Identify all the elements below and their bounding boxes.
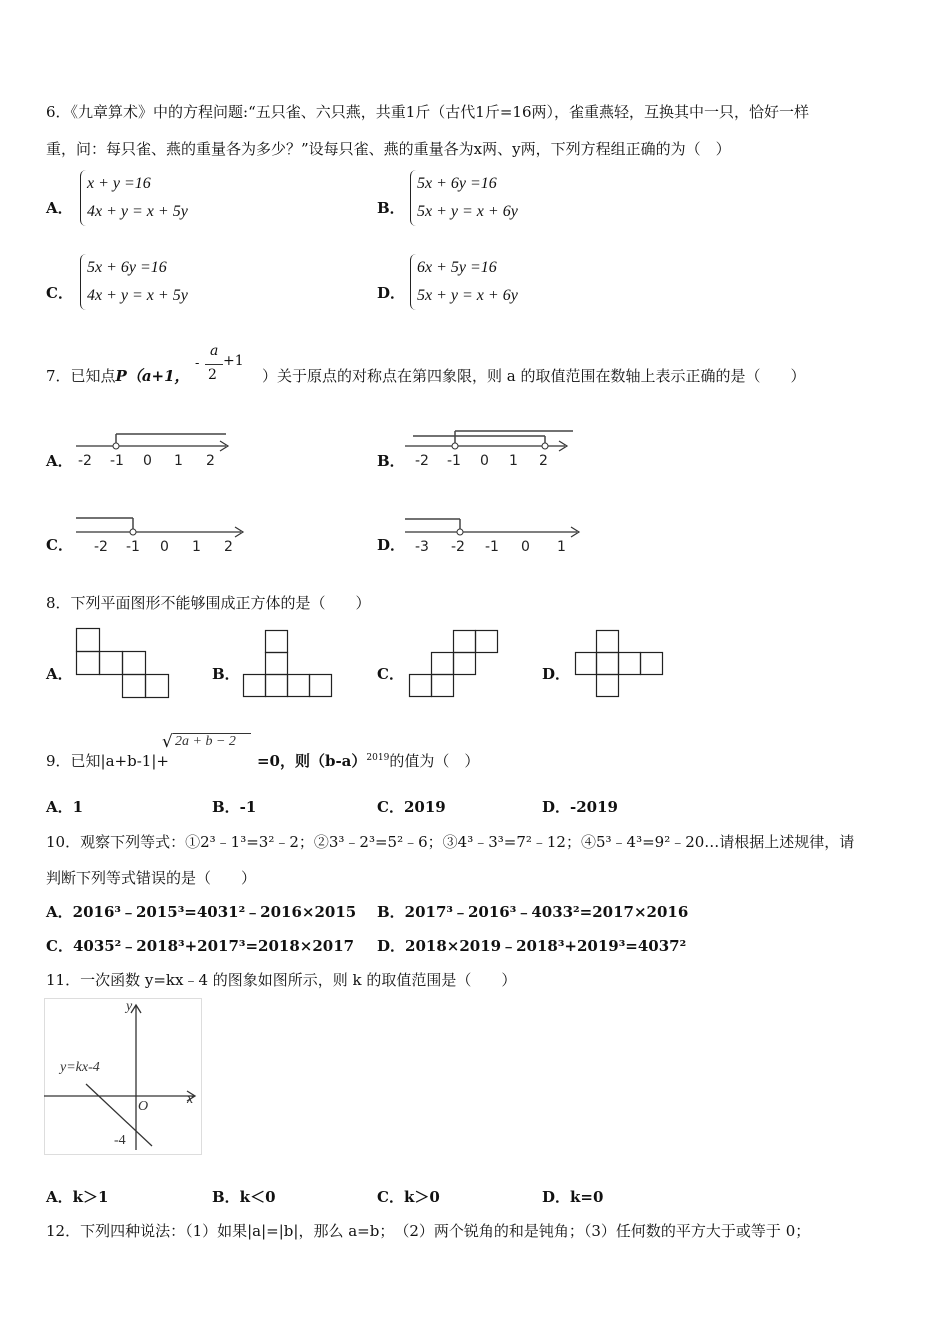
- tick-label: -3: [415, 539, 429, 555]
- q12-stem: 12．下列四种说法：（1）如果|a|=|b|，那么 a=b； （2）两个锐角的和是钝角；（3）任何数的平方大于或等于 0；: [46, 1222, 811, 1240]
- q8-stem: 8．下列平面图形不能够围成正方体的是（ ）: [46, 594, 371, 612]
- y-axis-label: y: [126, 999, 133, 1014]
- tick-label: 0: [480, 453, 489, 469]
- q6-option-c-system: [80, 254, 188, 310]
- q11-stem: 11．一次函数 y=kx﹣4 的图象如图所示，则 k 的取值范围是（ ）: [46, 971, 517, 989]
- q11-option-d[interactable]: D．k=0: [542, 1188, 604, 1206]
- tick-label: 0: [160, 539, 169, 555]
- q7-option-d-label[interactable]: D．: [377, 536, 406, 554]
- q8-net-b: [242, 630, 338, 702]
- q8-option-d-label[interactable]: D．: [542, 665, 571, 683]
- q9-option-a[interactable]: A．1: [46, 798, 84, 816]
- q6-option-d-system: [410, 254, 518, 310]
- tick-label: -1: [110, 453, 124, 469]
- q11-option-c[interactable]: C．k＞0: [377, 1188, 440, 1206]
- q9-option-b[interactable]: B．-1: [212, 798, 257, 816]
- line-label: y=kx-4: [60, 1060, 100, 1075]
- q6-option-a-system: [80, 170, 188, 226]
- tick-label: 1: [557, 539, 566, 555]
- q10-option-b[interactable]: B．2017³﹣2016³﹣4033²=2017×2016: [377, 903, 689, 921]
- q9-option-d[interactable]: D．-2019: [542, 798, 618, 816]
- q10-stem-line2: 判断下列等式错误的是（ ）: [46, 869, 257, 887]
- tick-label: -1: [126, 539, 140, 555]
- q8-net-a: [76, 628, 172, 700]
- equation: 5x + y = x + 6y: [417, 203, 518, 220]
- origin-label: O: [138, 1099, 149, 1114]
- q7-stem: 7．已知点P（a+1，: [46, 367, 190, 385]
- q8-option-a-label[interactable]: A．: [46, 665, 73, 683]
- q9-option-c[interactable]: C．2019: [377, 798, 446, 816]
- tick-label: 2: [206, 453, 215, 469]
- equation: x + y =16: [87, 175, 151, 192]
- q6-stem-line1: 6．《九章算术》中的方程问题:“五只雀、六只燕，共重1斤（古代1斤=16两），雀重燕轻，互换其中一只，恰好一样: [46, 103, 810, 121]
- tick-label: 0: [521, 539, 530, 555]
- q6-option-d-label[interactable]: D．: [377, 284, 406, 302]
- q9-stem: 9．已知|a+b-1|+ =0，则$(b-a)^{2019}$的值为（ ）: [46, 752, 480, 770]
- q10-option-c[interactable]: C．4035²﹣2018³+2017³=2018×2017: [46, 937, 355, 955]
- x-axis-label: x: [187, 1092, 194, 1107]
- q8-net-d: [575, 630, 671, 702]
- equation: 6x + 5y =16: [417, 259, 497, 276]
- tick-label: 2: [539, 453, 548, 469]
- tick-label: 1: [174, 453, 183, 469]
- equation: 5x + y = x + 6y: [417, 287, 518, 304]
- q7-number-line-a: [76, 428, 236, 468]
- q6-option-b-label[interactable]: B．: [377, 199, 405, 217]
- q10-stem-line1: 10．观察下列等式：①2³﹣1³=3²﹣2；②3³﹣2³=5²﹣6；③4³﹣3³=7²﹣12；④5³﹣4³=9²﹣20…请根据上述规律，请: [46, 833, 855, 851]
- tick-label: -2: [78, 453, 92, 469]
- q10-option-a[interactable]: A．2016³﹣2015³=4031²﹣2016×2015: [46, 903, 357, 921]
- q8-option-b-label[interactable]: B．: [212, 665, 240, 683]
- equation: 5x + 6y =16: [87, 259, 167, 276]
- q11-graph: [44, 998, 204, 1156]
- q7-number-line-b: [405, 428, 575, 468]
- q6-option-a-label[interactable]: A．: [46, 199, 73, 217]
- q6-option-b-system: [410, 170, 518, 226]
- q11-option-b[interactable]: B．k＜0: [212, 1188, 276, 1206]
- q7-stem-suffix: ）关于原点的对称点在第四象限，则 a 的取值范围在数轴上表示正确的是（ ）: [262, 367, 806, 385]
- q7-option-a-label[interactable]: A．: [46, 452, 73, 470]
- equation: 5x + 6y =16: [417, 175, 497, 192]
- tick-label: -1: [485, 539, 499, 555]
- q7-number-line-d: [405, 512, 585, 555]
- tick-label: 1: [192, 539, 201, 555]
- q8-option-c-label[interactable]: C．: [377, 665, 404, 683]
- tick-label: -2: [94, 539, 108, 555]
- q8-net-c: [409, 630, 505, 702]
- q6-stem-line2: 重，问：每只雀、燕的重量各为多少？”设每只雀、燕的重量各为x两、y两，下列方程组正确的为（ ）: [46, 140, 731, 158]
- tick-label: 0: [143, 453, 152, 469]
- intercept-label: -4: [114, 1133, 126, 1148]
- q6-option-c-label[interactable]: C．: [46, 284, 73, 302]
- equation: 4x + y = x + 5y: [87, 203, 188, 220]
- tick-label: 1: [509, 453, 518, 469]
- q7-fraction: - a 2 +1: [195, 343, 244, 383]
- q7-option-b-label[interactable]: B．: [377, 452, 405, 470]
- tick-label: 2: [224, 539, 233, 555]
- q7-option-c-label[interactable]: C．: [46, 536, 73, 554]
- q7-number-line-c: [76, 512, 246, 555]
- tick-label: -1: [447, 453, 461, 469]
- equation: 4x + y = x + 5y: [87, 287, 188, 304]
- tick-label: -2: [415, 453, 429, 469]
- q10-option-d[interactable]: D．2018×2019﹣2018³+2019³=4037²: [377, 937, 687, 955]
- q11-option-a[interactable]: A．k＞1: [46, 1188, 109, 1206]
- tick-label: -2: [451, 539, 465, 555]
